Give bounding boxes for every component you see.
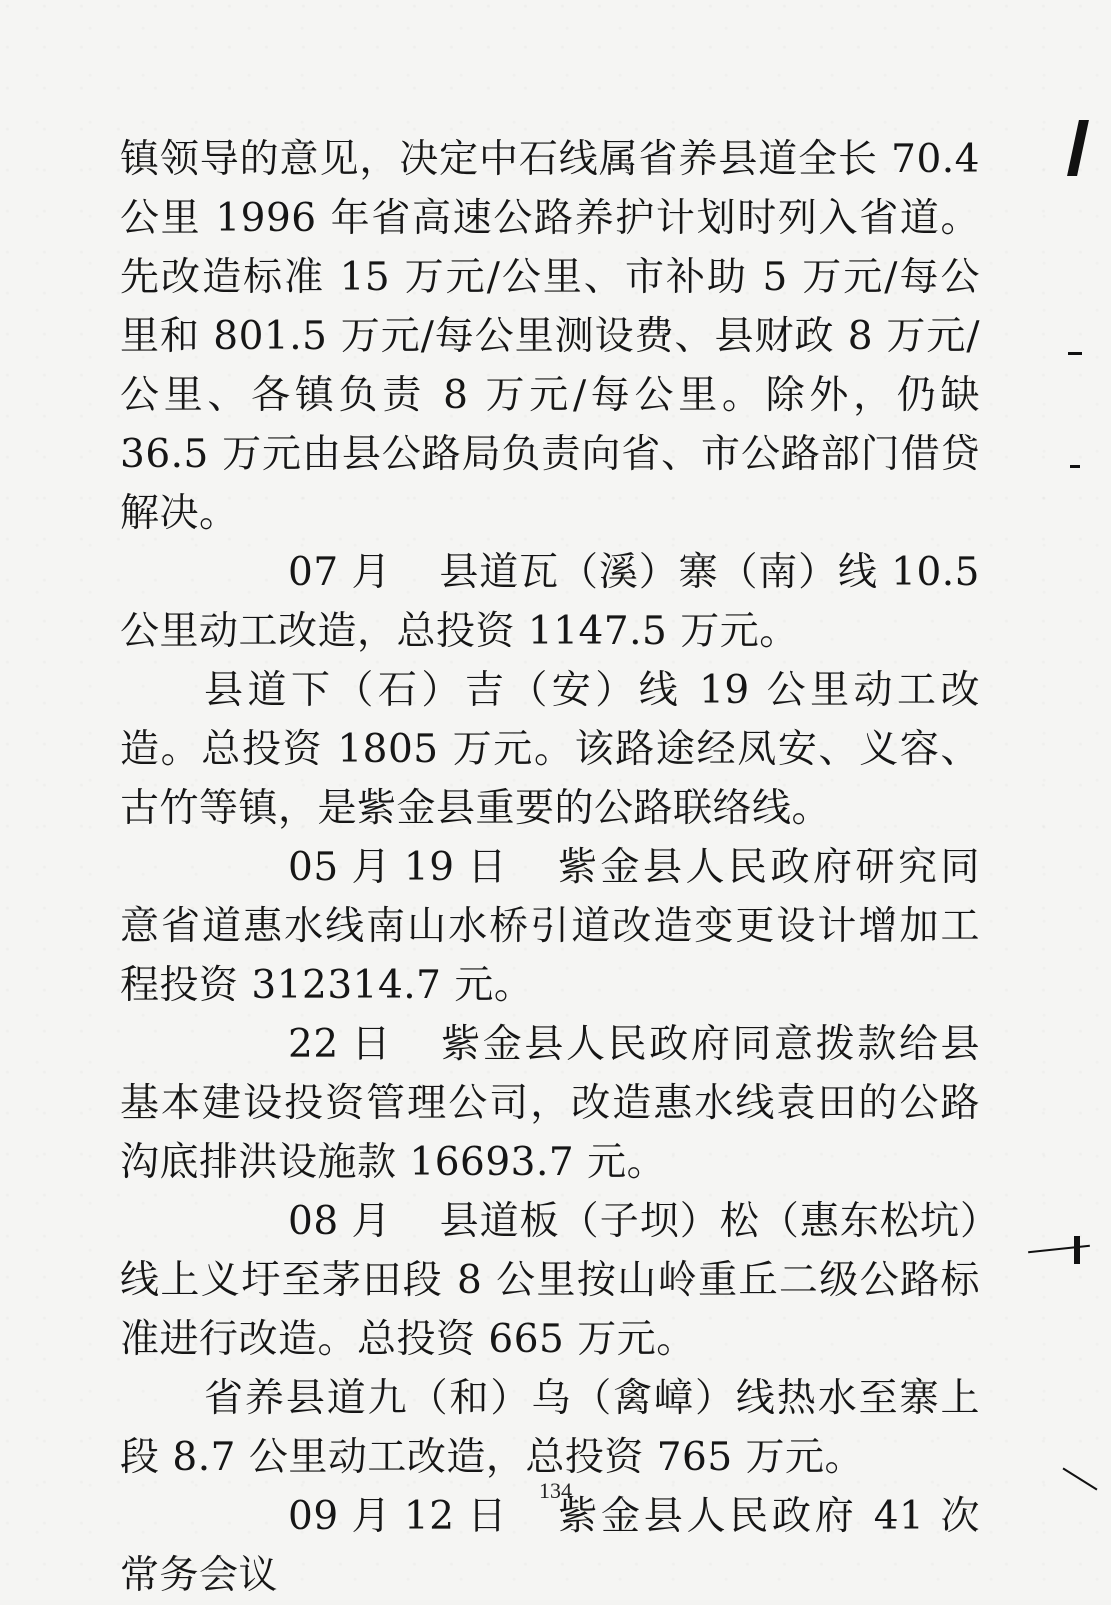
scan-mark-top-right — [1067, 120, 1089, 176]
scan-mark-right — [1068, 352, 1082, 355]
paragraph-entry — [120, 1487, 980, 1605]
paragraph-entry — [120, 543, 980, 661]
entry-date: 05 月 19 日 — [288, 845, 507, 890]
paragraph-text: 镇领导的意见，决定中石线属省养县道全长 70.4 公里 1996 年省高速公路养护计划时列入省道。先改造标准 15 万元/公里、市补助 5 万元/每公里和 801.5 万元/每公里测设费、县财政 8 万元/公里、各镇负责 8 万元/每公里。除外，仍缺 36.5 万元由县公路局负责向省、市公路部门借贷解决。 — [120, 137, 980, 536]
entry-date: 22 日 — [288, 1022, 392, 1067]
entry-date: 07 月 — [288, 550, 392, 595]
paragraph-text: 紫金县人民政府同意拨款给县基本建设投资管理公司，改造惠水线袁田的公路沟底排洪设施款 16693.7 元。 — [120, 1022, 980, 1185]
scan-mark-right — [1074, 1236, 1080, 1264]
scan-mark-right — [1070, 465, 1080, 468]
paragraph-continuation — [120, 130, 980, 543]
entry-date: 08 月 — [288, 1199, 392, 1244]
paragraph-entry — [120, 661, 980, 838]
paragraph-entry — [120, 838, 980, 1015]
entry-date: 09 月 12 日 — [288, 1494, 507, 1539]
paragraph-entry — [120, 1015, 980, 1192]
paragraph-entry — [120, 1192, 980, 1369]
paragraph-text: 紫金县人民政府研究同意省道惠水线南山水桥引道改造变更设计增加工程投资 312314.7 元。 — [120, 845, 980, 1008]
paragraph-text: 县道瓦（溪）寨（南）线 10.5 公里动工改造，总投资 1147.5 万元。 — [120, 550, 980, 654]
paragraph-text: 县道下（石）吉（安）线 19 公里动工改造。总投资 1805 万元。该路途经凤安、义容、古竹等镇，是紫金县重要的公路联络线。 — [120, 668, 980, 831]
body-text — [120, 130, 980, 1605]
paragraph-text: 县道板（子坝）松（惠东松坑）线上义圩至茅田段 8 公里按山岭重丘二级公路标准进行改造。总投资 665 万元。 — [120, 1199, 980, 1362]
paragraph-entry — [120, 1369, 980, 1487]
scan-mark-right — [1028, 1245, 1090, 1253]
paragraph-text: 省养县道九（和）乌（禽嶂）线热水至寨上段 8.7 公里动工改造，总投资 765 万元。 — [120, 1376, 980, 1480]
paragraph-text: 紫金县人民政府 41 次常务会议 — [120, 1494, 980, 1598]
page-number: 134 — [539, 1478, 572, 1503]
